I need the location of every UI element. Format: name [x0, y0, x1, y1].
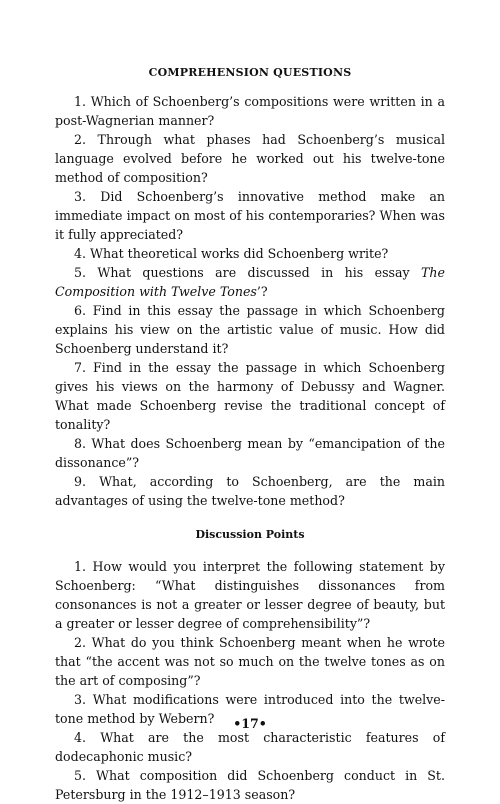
question-5-text: 5. What questions are discussed in his essay	[74, 265, 422, 280]
question-4: 4. What theoretical works did Schoenberg write?	[74, 246, 389, 261]
section-gap	[55, 510, 445, 528]
question-9: 9. What, according to Schoenberg, are the main advantages of using the twelve-tone method?	[55, 474, 445, 508]
question-2: 2. Through what phases had Schoenberg’s musical language evolved before he worked out his twelve-tone method of composition?	[55, 132, 445, 185]
question-5-end: ’?	[256, 284, 268, 299]
question-5	[55, 263, 445, 301]
discussion-point-4: 4. What are the most characteristic features of dodecaphonic music?	[55, 730, 445, 764]
essay-title: The Composition with Twelve Tones	[55, 265, 445, 299]
discussion-point-5: 5. What composition did Schoenberg conduct in St. Petersburg in the 1912–1913 season?	[55, 768, 445, 802]
question-8: 8. What does Schoenberg mean by “emancipation of the dissonance”?	[55, 436, 445, 470]
page-number: •17•	[233, 716, 267, 731]
discussion-point-1: 1. How would you interpret the following statement by Schoenberg: “What distinguishes dissonances from consonances is not a greater or lesser degree of beauty, but a greater or lesser degree of comprehensibility”?	[55, 559, 445, 631]
discussion-point-3: 3. What modifications were introduced into the twelve-tone method by Webern?	[55, 692, 445, 726]
question-7: 7. Find in the essay the passage in which Schoenberg gives his views on the harmony of Debussy and Wagner. What made Schoenberg revise the traditional concept of tonality?	[55, 360, 445, 432]
discussion-point-2: 2. What do you think Schoenberg meant when he wrote that “the accent was not so much on the twelve tones as on the art of composing”?	[55, 635, 445, 688]
question-3: 3. Did Schoenberg’s innovative method make an immediate impact on most of his contemporaries? When was it fully appreciated?	[55, 189, 445, 242]
discussion-heading: Discussion Points	[195, 528, 305, 541]
comprehension-heading: COMPREHENSION QUESTIONS	[148, 66, 352, 79]
question-6: 6. Find in this essay the passage in which Schoenberg explains his view on the artistic value of music. How did Schoenberg understand it?	[55, 303, 445, 356]
question-1: 1. Which of Schoenberg’s compositions were written in a post-Wagnerian manner?	[55, 94, 445, 128]
page-body	[55, 66, 445, 804]
